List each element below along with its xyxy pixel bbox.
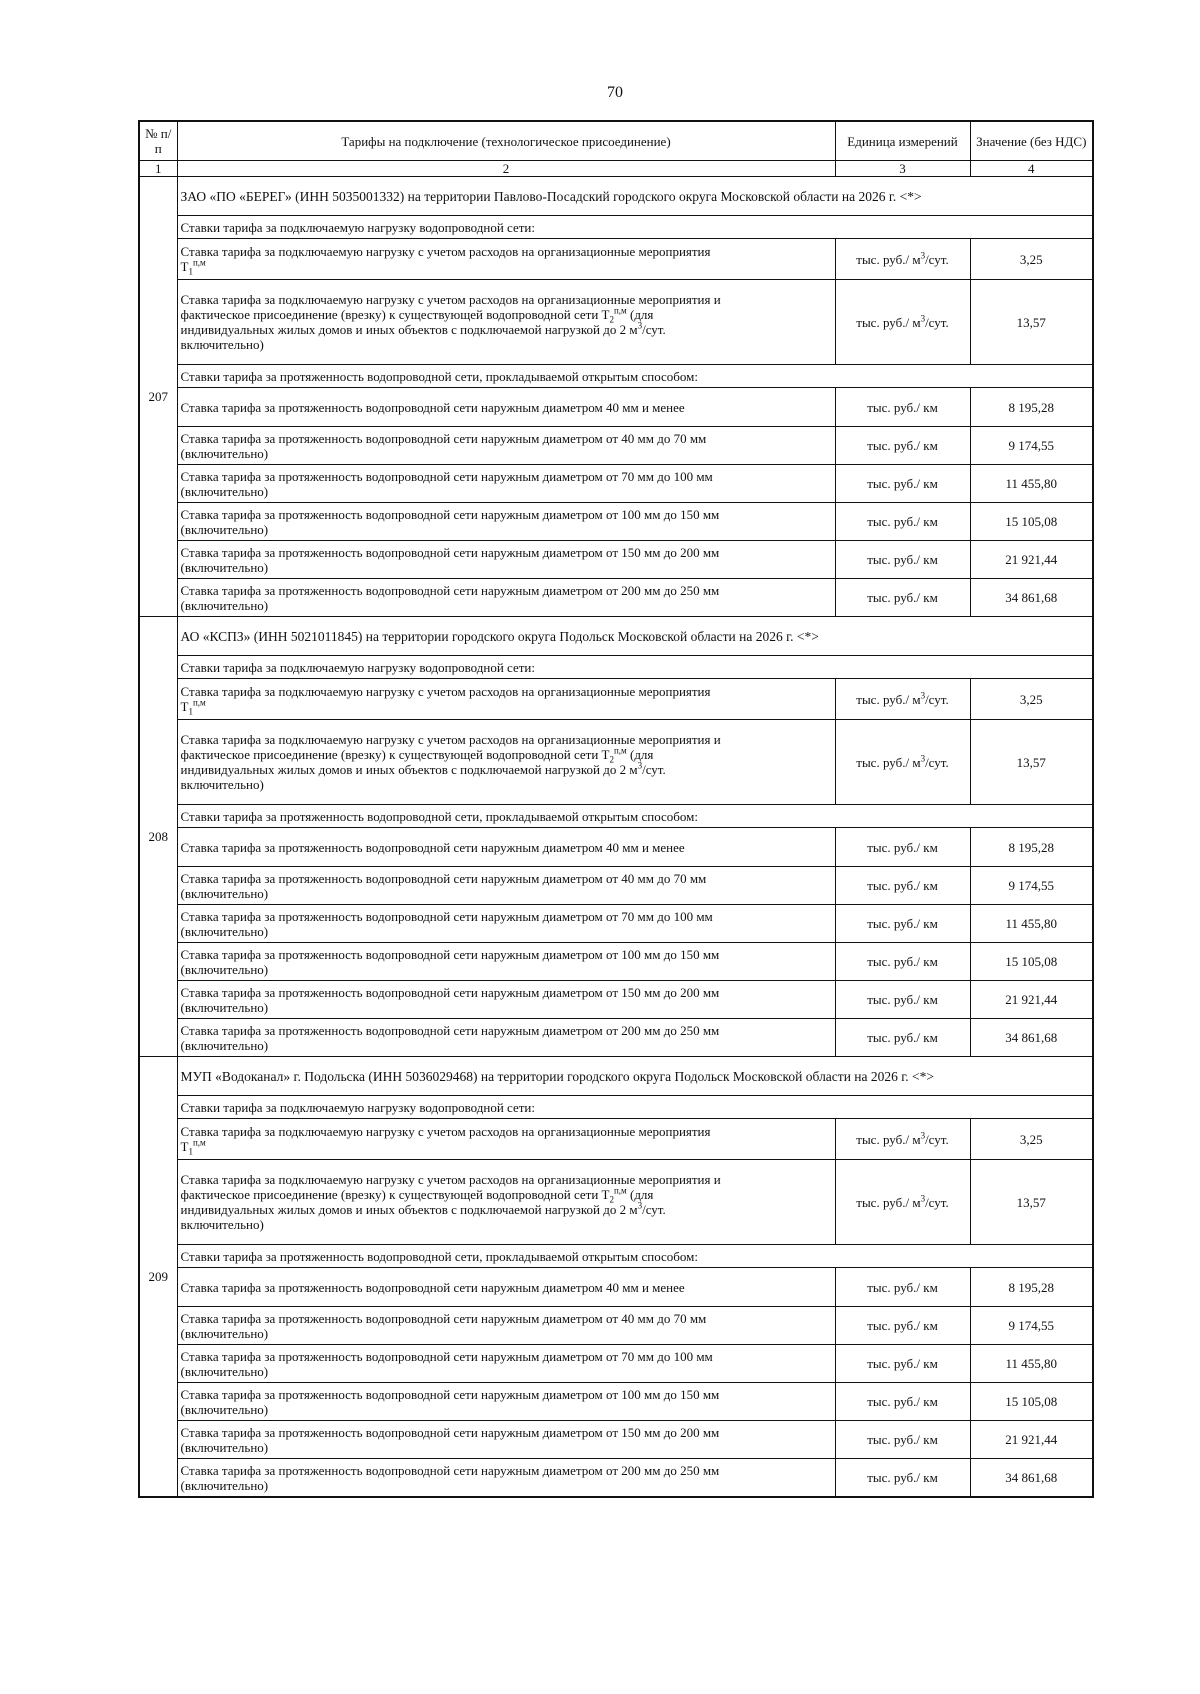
tariff-row [139,465,1093,503]
tariff-unit: тыс. руб./ км [835,579,970,617]
tariff-description: Ставка тарифа за протяженность водопроводной сети наружным диаметром от 70 мм до 100 мм (включительно) [177,1345,835,1383]
table-header-row [139,121,1093,161]
organization-title: МУП «Водоканал» г. Подольска (ИНН 5036029468) на территории городского округа Подольск Московской области на 2026 г. <*> [177,1057,1093,1096]
tariff-table-body [139,177,1093,1498]
column-number-row [139,161,1093,177]
header-tariffs: Тарифы на подключение (технологическое присоединение) [177,121,835,161]
tariff-row [139,1421,1093,1459]
organization-row [139,177,1093,216]
section-length-title: Ставки тарифа за протяженность водопроводной сети, прокладываемой открытым способом: [177,805,1093,828]
section-load-title: Ставки тарифа за подключаемую нагрузку водопроводной сети: [177,656,1093,679]
section-row [139,1245,1093,1268]
tariff-row [139,503,1093,541]
tariff-row [139,943,1093,981]
tariff-unit: тыс. руб./ км [835,1019,970,1057]
organization-title: АО «КСПЗ» (ИНН 5021011845) на территории городского округа Подольск Московской области на 2026 г. <*> [177,617,1093,656]
section-row [139,805,1093,828]
tariff-description: Ставка тарифа за подключаемую нагрузку с учетом расходов на организационные мероприятия и фактическое присоединение (врезку) к существующей водопроводной сети $T_2^{п,м}$ (для индивидуальных жилых домов и иных объектов с подключаемой нагрузкой до 2 $м^3$/сут. включительно) [177,280,835,365]
tariff-value: 3,25 [970,679,1093,720]
tariff-description: Ставка тарифа за протяженность водопроводной сети наружным диаметром от 200 мм до 250 мм (включительно) [177,1459,835,1498]
section-length-title: Ставки тарифа за протяженность водопроводной сети, прокладываемой открытым способом: [177,365,1093,388]
tariff-row [139,679,1093,720]
tariff-unit: тыс. руб./ км [835,943,970,981]
header-unit: Единица измерений [835,121,970,161]
tariff-row [139,828,1093,867]
column-number: 2 [177,161,835,177]
tariff-row [139,1268,1093,1307]
tariff-row [139,1307,1093,1345]
tariff-description [177,679,835,720]
tariff-unit: тыс. руб./ км [835,1345,970,1383]
tariff-unit: тыс. руб./ км [835,867,970,905]
tariff-symbol: $T_1^{п,м}$ [180,257,206,277]
tariff-description: Ставка тарифа за протяженность водопроводной сети наружным диаметром 40 мм и менее [177,1268,835,1307]
tariff-value: 15 105,08 [970,943,1093,981]
tariff-value: 11 455,80 [970,1345,1093,1383]
tariff-text: Ставка тарифа за подключаемую нагрузку с учетом расходов на организационные мероприятия [180,684,711,699]
section-row [139,656,1093,679]
tariff-unit: тыс. руб./ км [835,1421,970,1459]
tariff-row [139,1160,1093,1245]
tariff-description [177,1119,835,1160]
organization-title: ЗАО «ПО «БЕРЕГ» (ИНН 5035001332) на территории Павлово-Посадский городского округа Московской области на 2026 г. <*> [177,177,1093,216]
tariff-value: 8 195,28 [970,828,1093,867]
tariff-description: Ставка тарифа за протяженность водопроводной сети наружным диаметром от 100 мм до 150 мм (включительно) [177,503,835,541]
tariff-unit: тыс. руб./ км [835,828,970,867]
tariff-symbol: $T_1^{п,м}$ [180,1137,206,1157]
tariff-value: 8 195,28 [970,1268,1093,1307]
tariff-row [139,1019,1093,1057]
tariff-row [139,388,1093,427]
section-length-title: Ставки тарифа за протяженность водопроводной сети, прокладываемой открытым способом: [177,1245,1093,1268]
row-number: 208 [139,617,177,1057]
tariff-description: Ставка тарифа за протяженность водопроводной сети наружным диаметром от 200 мм до 250 мм (включительно) [177,579,835,617]
tariff-row [139,1345,1093,1383]
tariff-value: 9 174,55 [970,1307,1093,1345]
tariff-text: Ставка тарифа за подключаемую нагрузку с учетом расходов на организационные мероприятия [180,244,711,259]
tariff-value: 11 455,80 [970,905,1093,943]
tariff-row [139,579,1093,617]
tariff-value: 9 174,55 [970,867,1093,905]
tariff-value: 11 455,80 [970,465,1093,503]
page-number: 70 [607,84,623,101]
tariff-description: Ставка тарифа за протяженность водопроводной сети наружным диаметром от 150 мм до 200 мм (включительно) [177,981,835,1019]
tariff-row [139,541,1093,579]
tariff-description: Ставка тарифа за протяженность водопроводной сети наружным диаметром 40 мм и менее [177,388,835,427]
tariff-row [139,280,1093,365]
tariff-value: 21 921,44 [970,981,1093,1019]
tariff-unit: тыс. руб./ км [835,1268,970,1307]
tariff-unit: тыс. руб./ $м^3$/сут. [835,239,970,280]
tariff-unit: тыс. руб./ км [835,503,970,541]
organization-row [139,1057,1093,1096]
tariff-row [139,867,1093,905]
tariff-row [139,427,1093,465]
section-load-title: Ставки тарифа за подключаемую нагрузку водопроводной сети: [177,1096,1093,1119]
tariff-value: 21 921,44 [970,1421,1093,1459]
tariff-value: 15 105,08 [970,1383,1093,1421]
section-row [139,1096,1093,1119]
section-row [139,216,1093,239]
tariff-description [177,239,835,280]
tariff-description: Ставка тарифа за протяженность водопроводной сети наружным диаметром от 150 мм до 200 мм (включительно) [177,541,835,579]
tariff-description: Ставка тарифа за протяженность водопроводной сети наружным диаметром от 70 мм до 100 мм (включительно) [177,905,835,943]
tariff-row [139,239,1093,280]
tariff-value: 13,57 [970,280,1093,365]
tariff-unit: тыс. руб./ $м^3$/сут. [835,1119,970,1160]
tariff-description: Ставка тарифа за протяженность водопроводной сети наружным диаметром от 100 мм до 150 мм (включительно) [177,1383,835,1421]
tariff-value: 3,25 [970,239,1093,280]
tariff-row [139,905,1093,943]
tariff-row [139,720,1093,805]
tariff-value: 21 921,44 [970,541,1093,579]
tariff-unit: тыс. руб./ $м^3$/сут. [835,280,970,365]
tariff-symbol: $T_1^{п,м}$ [180,697,206,717]
tariff-value: 3,25 [970,1119,1093,1160]
tariff-value: 34 861,68 [970,1019,1093,1057]
tariff-description: Ставка тарифа за протяженность водопроводной сети наружным диаметром от 200 мм до 250 мм (включительно) [177,1019,835,1057]
tariff-unit: тыс. руб./ км [835,465,970,503]
tariff-table [138,120,1094,1498]
tariff-unit: тыс. руб./ $м^3$/сут. [835,1160,970,1245]
tariff-unit: тыс. руб./ км [835,1383,970,1421]
tariff-unit: тыс. руб./ км [835,1307,970,1345]
tariff-value: 8 195,28 [970,388,1093,427]
tariff-unit: тыс. руб./ $м^3$/сут. [835,720,970,805]
tariff-description: Ставка тарифа за протяженность водопроводной сети наружным диаметром от 70 мм до 100 мм (включительно) [177,465,835,503]
tariff-description: Ставка тарифа за протяженность водопроводной сети наружным диаметром от 150 мм до 200 мм (включительно) [177,1421,835,1459]
tariff-unit: тыс. руб./ км [835,427,970,465]
tariff-unit: тыс. руб./ $м^3$/сут. [835,679,970,720]
column-number: 1 [139,161,177,177]
tariff-row [139,1383,1093,1421]
tariff-row [139,981,1093,1019]
tariff-unit: тыс. руб./ км [835,1459,970,1498]
tariff-value: 13,57 [970,720,1093,805]
header-number: № п/п [139,121,177,161]
tariff-description: Ставка тарифа за протяженность водопроводной сети наружным диаметром от 40 мм до 70 мм (включительно) [177,427,835,465]
tariff-value: 13,57 [970,1160,1093,1245]
tariff-description: Ставка тарифа за подключаемую нагрузку с учетом расходов на организационные мероприятия и фактическое присоединение (врезку) к существующей водопроводной сети $T_2^{п,м}$ (для индивидуальных жилых домов и иных объектов с подключаемой нагрузкой до 2 $м^3$/сут. включительно) [177,1160,835,1245]
tariff-value: 34 861,68 [970,1459,1093,1498]
tariff-unit: тыс. руб./ км [835,905,970,943]
row-number: 209 [139,1057,177,1498]
row-number: 207 [139,177,177,617]
tariff-description: Ставка тарифа за протяженность водопроводной сети наружным диаметром от 40 мм до 70 мм (включительно) [177,1307,835,1345]
column-number: 4 [970,161,1093,177]
tariff-row [139,1119,1093,1160]
tariff-description: Ставка тарифа за протяженность водопроводной сети наружным диаметром 40 мм и менее [177,828,835,867]
tariff-description: Ставка тарифа за протяженность водопроводной сети наружным диаметром от 100 мм до 150 мм (включительно) [177,943,835,981]
tariff-unit: тыс. руб./ км [835,388,970,427]
column-number: 3 [835,161,970,177]
tariff-value: 9 174,55 [970,427,1093,465]
tariff-description: Ставка тарифа за подключаемую нагрузку с учетом расходов на организационные мероприятия и фактическое присоединение (врезку) к существующей водопроводной сети $T_2^{п,м}$ (для индивидуальных жилых домов и иных объектов с подключаемой нагрузкой до 2 $м^3$/сут. включительно) [177,720,835,805]
section-row [139,365,1093,388]
tariff-value: 15 105,08 [970,503,1093,541]
header-value: Значение (без НДС) [970,121,1093,161]
tariff-row [139,1459,1093,1498]
tariff-text: Ставка тарифа за подключаемую нагрузку с учетом расходов на организационные мероприятия [180,1124,711,1139]
tariff-unit: тыс. руб./ км [835,981,970,1019]
tariff-value: 34 861,68 [970,579,1093,617]
tariff-description: Ставка тарифа за протяженность водопроводной сети наружным диаметром от 40 мм до 70 мм (включительно) [177,867,835,905]
tariff-unit: тыс. руб./ км [835,541,970,579]
section-load-title: Ставки тарифа за подключаемую нагрузку водопроводной сети: [177,216,1093,239]
organization-row [139,617,1093,656]
